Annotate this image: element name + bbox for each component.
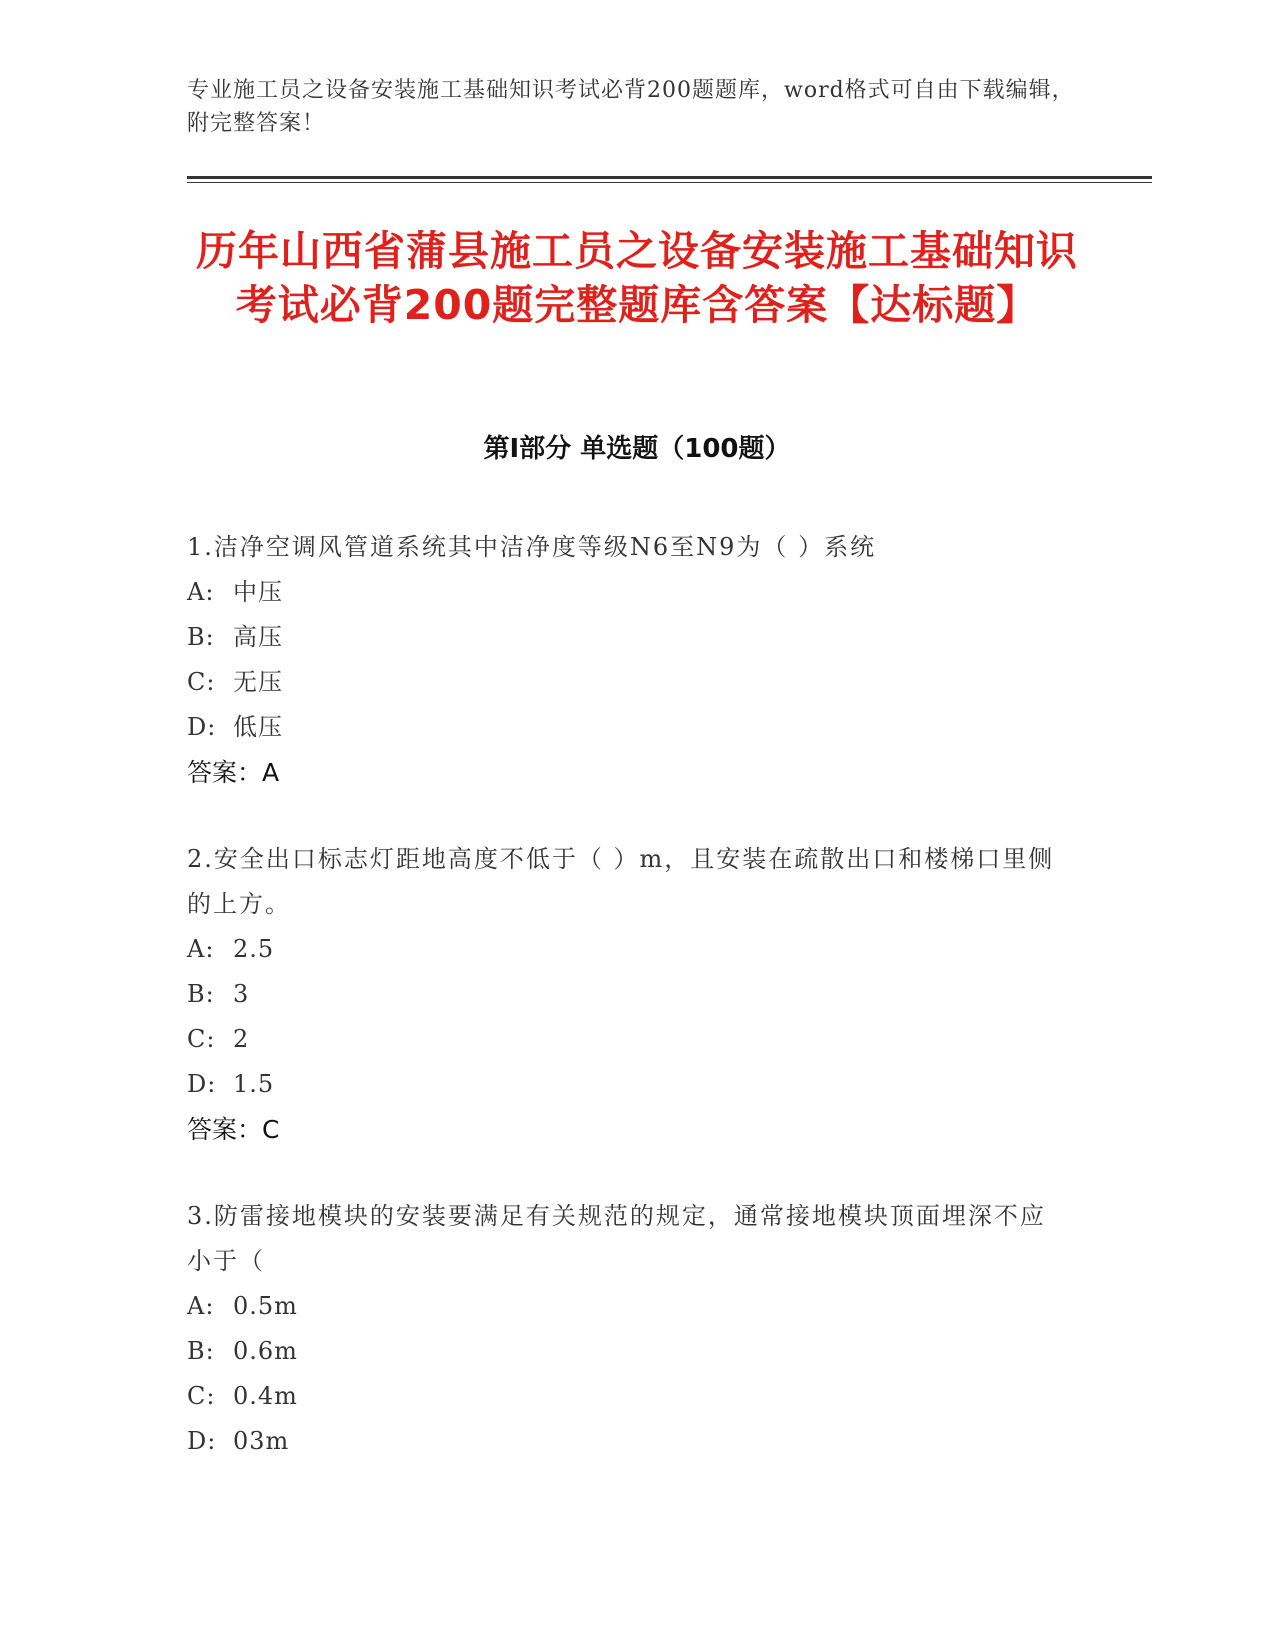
- question-text: 2.安全出口标志灯距地高度不低于（ ）m，且安装在疏散出口和楼梯口里侧的上方。: [187, 845, 1055, 918]
- option-key: C:: [187, 1025, 216, 1053]
- option-d: [187, 1419, 1067, 1464]
- answer: 答案：C: [187, 1115, 280, 1144]
- question-3: [187, 1194, 1067, 1464]
- option-c: [187, 660, 1067, 705]
- option-key: C:: [187, 668, 216, 696]
- option-value: 0.4m: [233, 1382, 298, 1410]
- option-a: [187, 927, 1067, 972]
- option-b: [187, 972, 1067, 1017]
- header-note: 专业施工员之设备安装施工基础知识考试必背200题题库，word格式可自由下载编辑，附完整答案！: [187, 78, 1075, 136]
- option-value: 低压: [233, 713, 283, 741]
- option-key: D:: [187, 1427, 217, 1455]
- option-c: [187, 1374, 1067, 1419]
- option-value: 2.5: [233, 935, 275, 963]
- question-1: [187, 525, 1067, 795]
- option-a: [187, 570, 1067, 615]
- option-key: D:: [187, 1070, 217, 1098]
- answer: 答案：A: [187, 758, 280, 787]
- option-key: C:: [187, 1382, 216, 1410]
- option-key: B:: [187, 1337, 215, 1365]
- option-c: [187, 1017, 1067, 1062]
- option-value: 0.5m: [233, 1292, 298, 1320]
- option-value: 0.6m: [233, 1337, 298, 1365]
- option-value: 无压: [233, 668, 283, 696]
- document-title: 历年山西省蒲县施工员之设备安装施工基础知识考试必背200题完整题库含答案【达标题】: [196, 227, 1078, 329]
- option-key: B:: [187, 623, 215, 651]
- section-title: 第I部分 单选题（100题）: [483, 434, 791, 464]
- option-a: [187, 1284, 1067, 1329]
- option-d: [187, 1062, 1067, 1107]
- option-b: [187, 615, 1067, 660]
- option-value: 03m: [233, 1427, 290, 1455]
- option-d: [187, 705, 1067, 750]
- option-key: B:: [187, 980, 215, 1008]
- option-key: D:: [187, 713, 217, 741]
- question-2: [187, 837, 1067, 1152]
- question-text: 3.防雷接地模块的安装要满足有关规范的规定，通常接地模块顶面埋深不应小于（: [187, 1202, 1046, 1275]
- option-key: A:: [187, 935, 215, 963]
- option-value: 1.5: [233, 1070, 275, 1098]
- option-key: A:: [187, 1292, 215, 1320]
- option-value: 3: [233, 980, 250, 1008]
- question-text: 1.洁净空调风管道系统其中洁净度等级N6至N9为（ ）系统: [187, 533, 877, 561]
- header-divider-thick: [187, 176, 1152, 179]
- option-key: A:: [187, 578, 215, 606]
- option-value: 2: [233, 1025, 250, 1053]
- question-list: [187, 525, 1067, 1506]
- header-divider-thin: [187, 182, 1152, 183]
- option-value: 高压: [233, 623, 283, 651]
- option-value: 中压: [233, 578, 283, 606]
- option-b: [187, 1329, 1067, 1374]
